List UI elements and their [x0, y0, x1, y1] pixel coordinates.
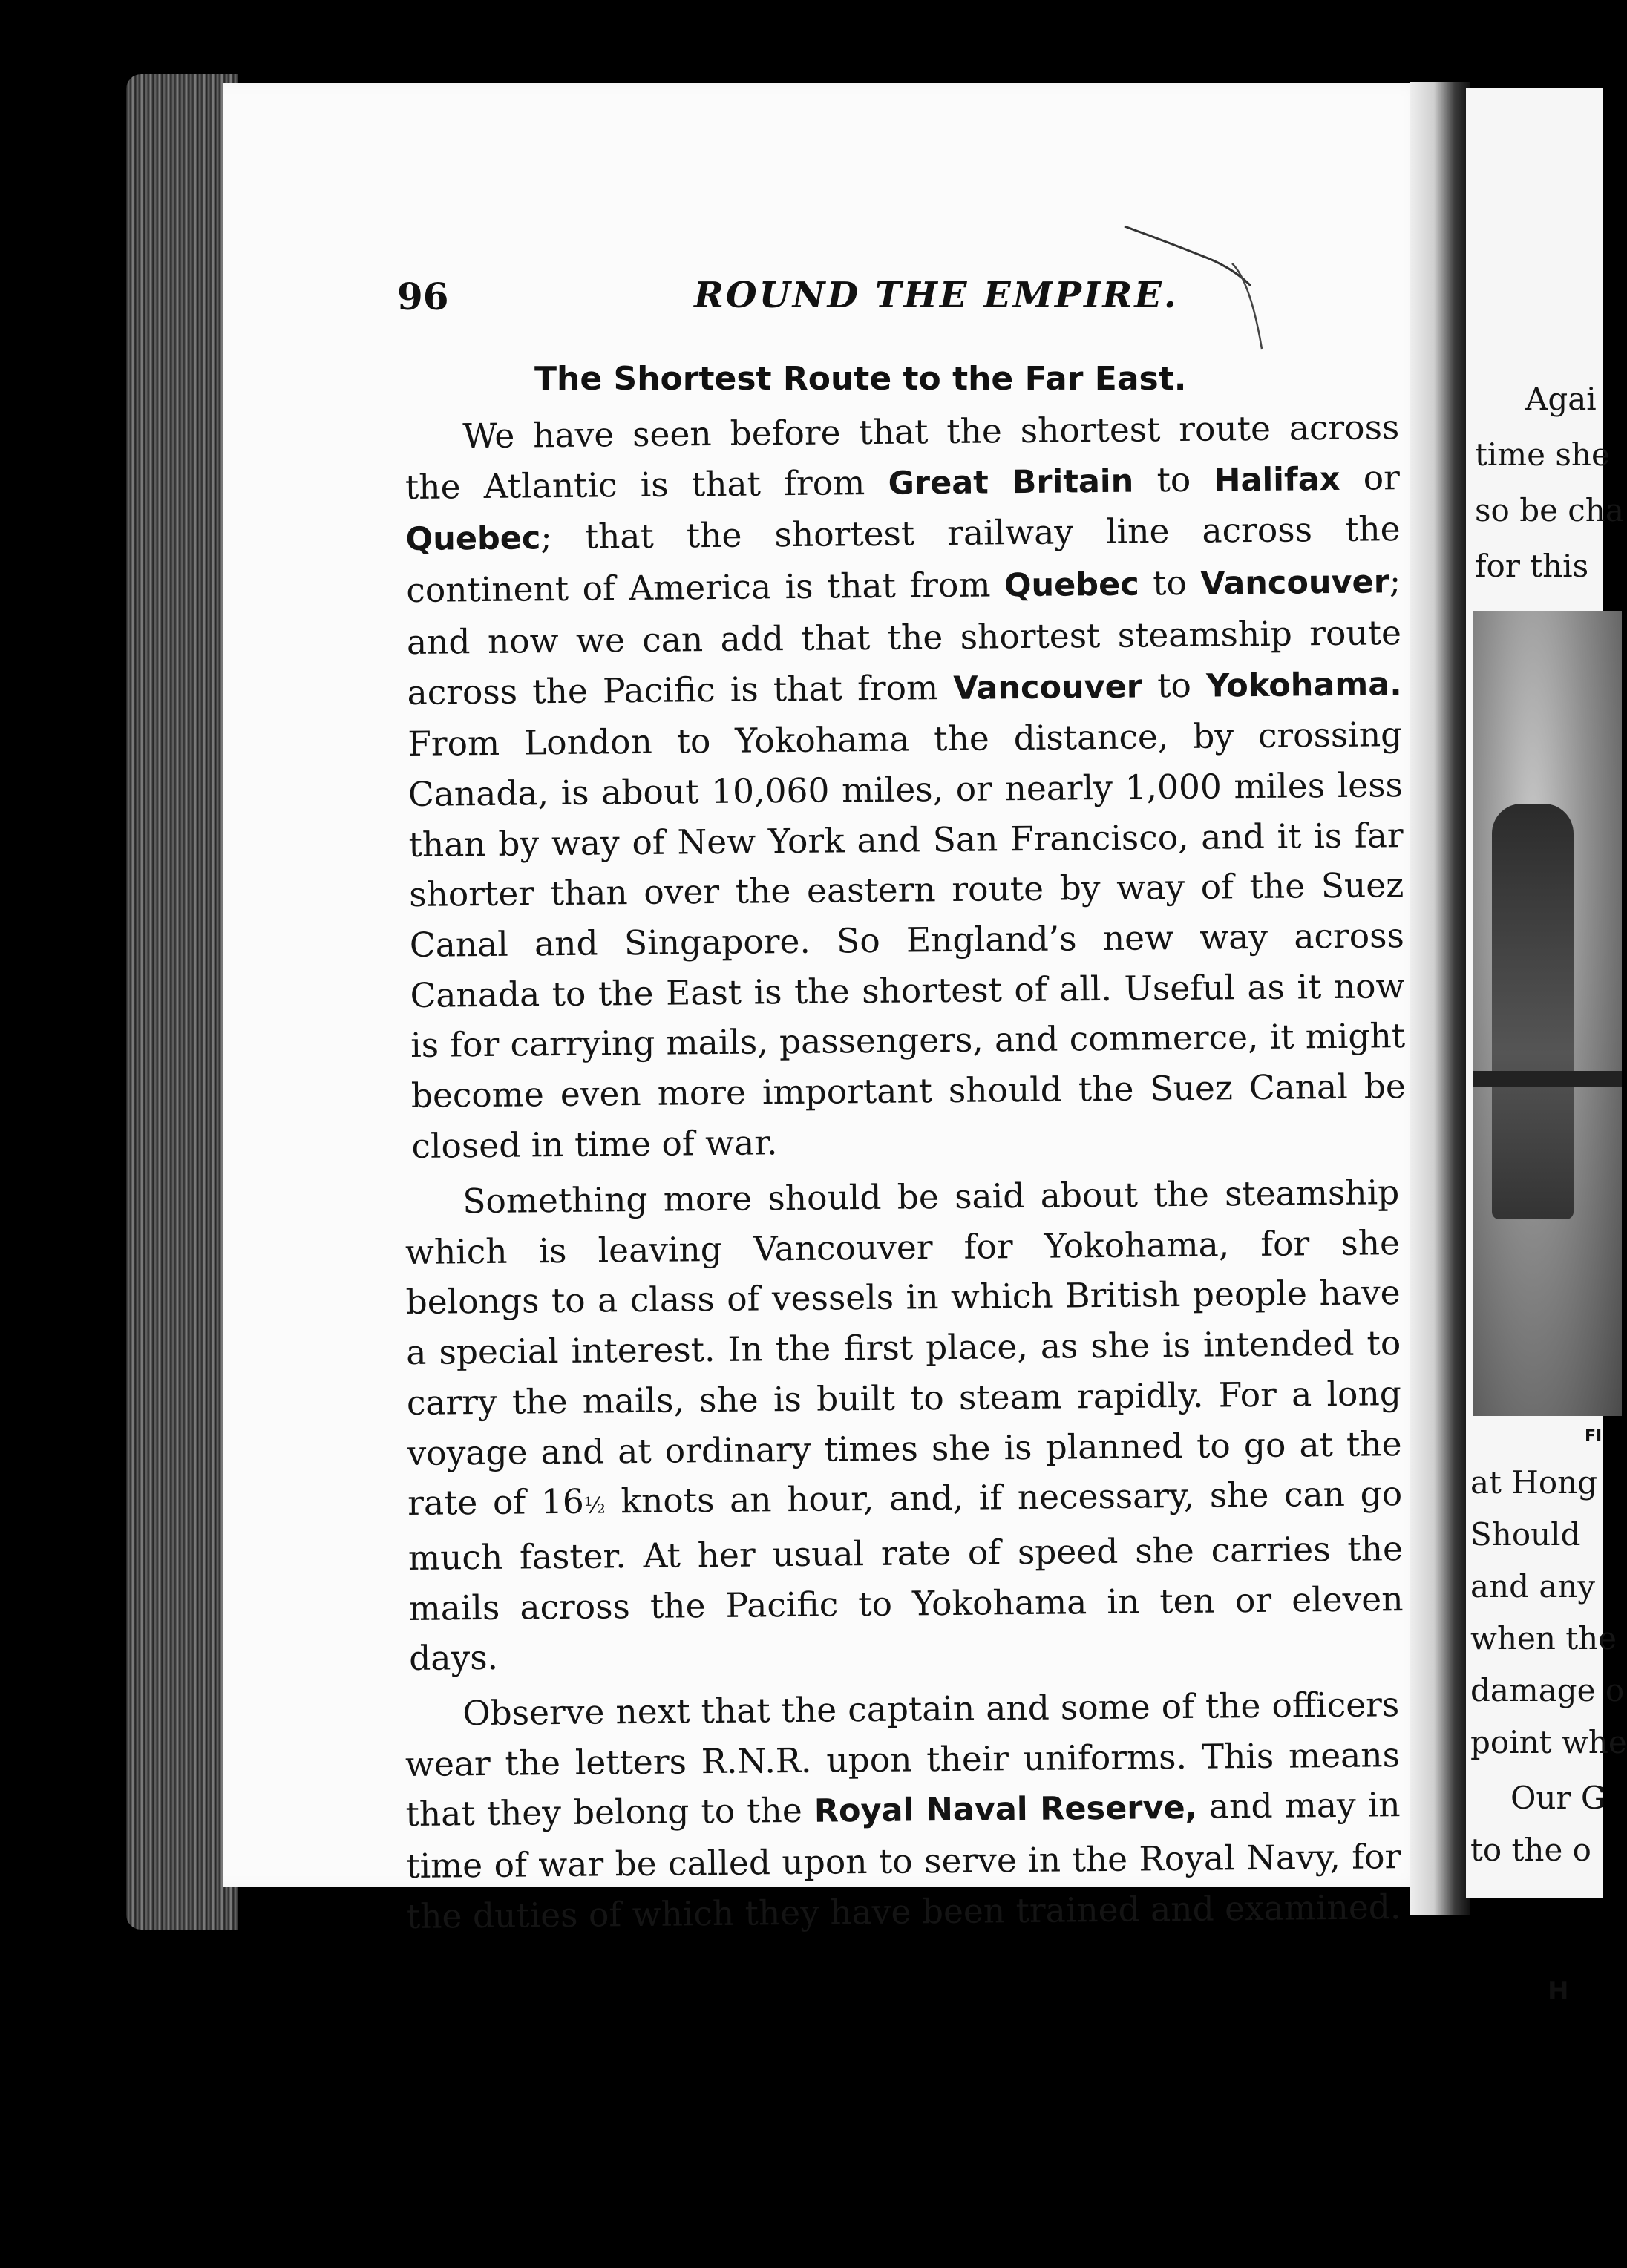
right-page-line: Agai [1525, 381, 1597, 417]
body-text [405, 407, 1407, 1947]
text-run: We have seen before that the shortest route across the Atlantic is that from [405, 407, 1400, 507]
page-number: 96 [397, 275, 449, 318]
text-run: to [1142, 665, 1207, 705]
right-page-line: so be cha [1475, 492, 1624, 528]
right-page-line: damage o [1470, 1672, 1625, 1708]
figure-silhouette [1492, 804, 1574, 1219]
text-run: Observe next that the captain and some of the officers wear the letters R.N.R. upon their uniforms. This means that they belong to the [405, 1684, 1401, 1834]
paragraph [405, 402, 1407, 1171]
right-page-line: for this [1475, 548, 1589, 584]
pencil-mark [1121, 212, 1314, 353]
text-run: or [1340, 457, 1401, 498]
text-run: From London to Yokohama the distance, by crossing Canada, is about 10,060 miles, or nearly 1,000 miles less than by way of New York and San Francisco, and it is far shorter than over the eastern route by way of the Suez Canal and Singapore. So England’s new way across Canada to the East is the shortest of all. Useful as it now is for carrying mails, passengers, and commerce, it might become even more important should the Suez Canal be closed in time of war. [407, 715, 1407, 1166]
bold-term: Quebec [1004, 566, 1139, 605]
right-page-line: Our G [1510, 1780, 1606, 1816]
running-title: ROUND THE EMPIRE. [694, 275, 1179, 316]
text-run: to [1139, 563, 1201, 603]
text-run: knots an hour, and, if necessary, she can go much faster. At her usual rate of speed she carries the mails across the Pacific to Yokohama in ten or eleven days. [407, 1473, 1404, 1678]
right-page-line: time she [1475, 436, 1610, 473]
right-page-line: to the o [1470, 1832, 1591, 1868]
right-page-fragment [1466, 88, 1627, 2006]
paragraph [405, 1167, 1404, 1684]
book-gutter [1410, 82, 1470, 1915]
text-run: to [1133, 459, 1214, 500]
bold-term: Yokohama. [1205, 665, 1402, 705]
bold-term: Halifax [1214, 460, 1340, 499]
fraction: ½ [583, 1492, 606, 1519]
right-page-line: when the [1470, 1620, 1617, 1656]
figure-caption-fragment: FI [1585, 1427, 1603, 1446]
page-stack-edge [126, 74, 238, 1930]
right-page-line: Should [1470, 1516, 1581, 1553]
text-run: ; and now we can add that the shortest steamship route across the Pacific is that from [406, 561, 1402, 712]
right-page-line: at Hong [1470, 1464, 1598, 1501]
section-heading: The Shortest Route to the Far East. [534, 360, 1187, 398]
paragraph [405, 1679, 1401, 1941]
right-page-line: point whe [1470, 1724, 1627, 1760]
bold-term: Quebec [405, 520, 541, 559]
text-run: ; that the shortest railway line across the continent of America is that from [406, 509, 1401, 611]
engraving-illustration [1473, 611, 1622, 1416]
right-page-line: and any [1470, 1568, 1596, 1605]
text-run: Something more should be said about the steamship which is leaving Vancouver for Yokohama, for she belongs to a class of vessels in which British people have a special interest. In the first place, as she is intended to carry the mails, she is built to steam rapidly. For a long voyage and at ordinary times she is planned to go at the rate of 16 [405, 1172, 1402, 1523]
bold-term: Great Britain [888, 462, 1134, 502]
figure-rail [1473, 1071, 1622, 1087]
bold-term: Vancouver [953, 667, 1143, 707]
bold-term: Royal Naval Reserve, [814, 1789, 1198, 1830]
text-run: and may in time of war be called upon to serve in the Royal Navy, for the duties of which they have been trained and examined. [406, 1785, 1401, 1936]
bold-term: Vancouver [1200, 563, 1390, 603]
signature-mark: H [1548, 1976, 1569, 2006]
